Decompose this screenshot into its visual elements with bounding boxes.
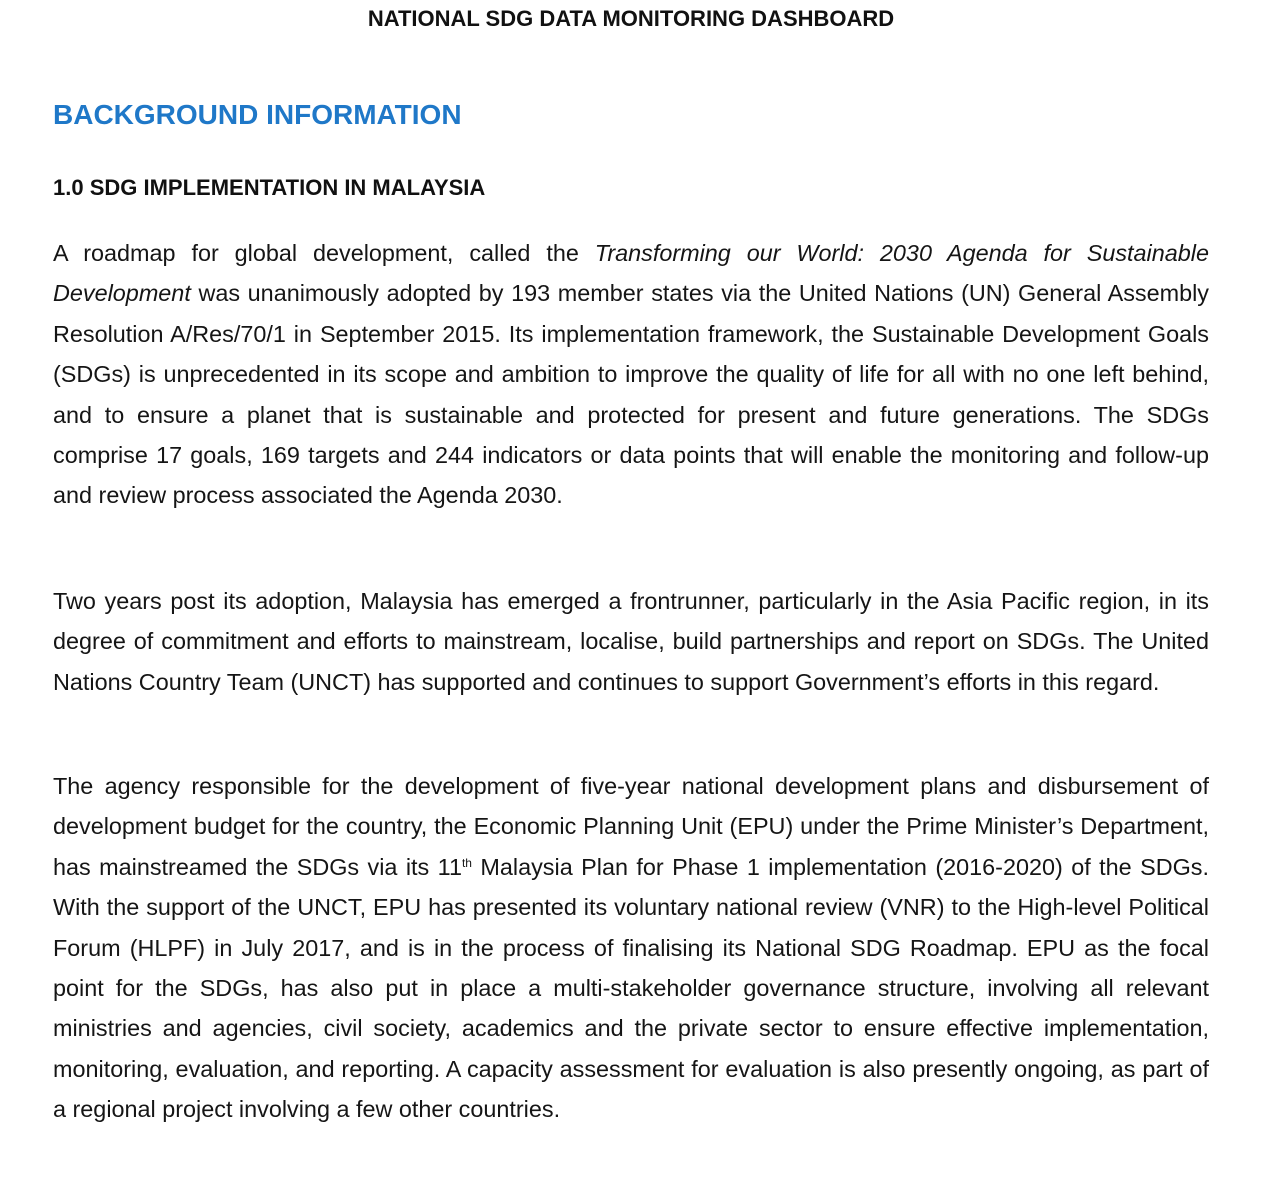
paragraph-epu-body: Malaysia Plan for Phase 1 implementation (2016-2020) of the SDGs. With the support of the UNCT, EPU has presented its voluntary national review (VNR) to the High-level Political Forum (HLPF) in July 2017, and is in the process of finalising its National SDG Roadmap. EPU as the focal point for the SDGs, has also put in place a multi-stakeholder governance structure, involving all relevant ministries and agencies, civil society, academics and the private sector to ensure effective implementation, monitoring, evaluation, and reporting. A capacity assessment for evaluation is also presently ongoing, as part of a regional project involving a few other countries.	[53, 853, 1209, 1123]
document-title: NATIONAL SDG DATA MONITORING DASHBOARD	[367, 6, 895, 31]
sub-heading: 1.0 SDG IMPLEMENTATION IN MALAYSIA	[53, 175, 486, 200]
agenda-title-italic: Transforming our World: 2030 Agenda for Sustainable Development	[53, 240, 1209, 307]
paragraph-malaysia-frontrunner: Two years post its adoption, Malaysia has emerged a frontrunner, particularly in the Asia Pacific region, in its degree of commitment and efforts to mainstream, localise, build partnerships and report on SDGs. The United Nations Country Team (UNCT) has supported and continues to support Government’s efforts in this regard.	[53, 588, 1209, 695]
paragraph-intro-body: was unanimously adopted by 193 member states via the United Nations (UN) General Assembly Resolution A/Res/70/1 in September 2015. Its implementation framework, the Sustainable Development Goals (SDGs) is unprecedented in its scope and ambition to improve the quality of life for all with no one left behind, and to ensure a planet that is sustainable and protected for present and future generations. The SDGs comprise 17 goals, 169 targets and 244 indicators or data points that will enable the monitoring and follow-up and review process associated the Agenda 2030.	[53, 280, 1209, 509]
paragraph-epu-lead: The agency responsible for the development of five-year national development plans and disbursement of development budget for the country, the Economic Planning Unit (EPU) under the Prime Minister’s Department, has mainstreamed the SDGs via its 11	[53, 773, 1209, 880]
paragraph-epu	[53, 766, 1209, 1130]
ordinal-superscript: th	[461, 855, 472, 870]
section-heading: BACKGROUND INFORMATION	[53, 99, 462, 130]
paragraph-intro	[53, 233, 1209, 516]
paragraph-intro-lead: A roadmap for global development, called the	[53, 240, 595, 266]
